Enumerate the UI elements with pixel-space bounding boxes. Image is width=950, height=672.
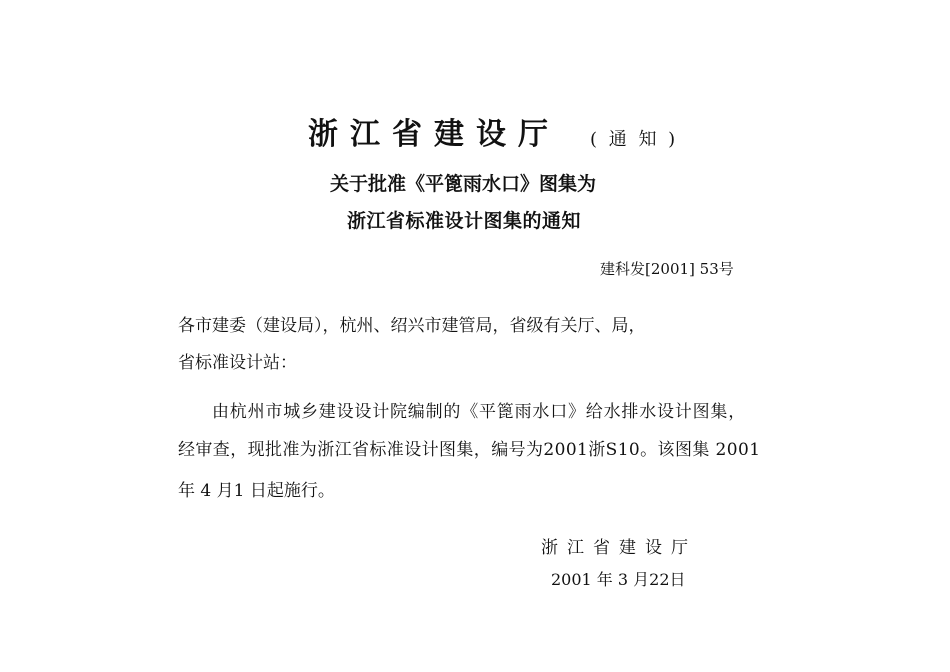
signature-date: 2001 年 3 月22日 [551,570,686,589]
signature-org: 浙江省建设厅 [541,538,697,558]
body-line-3: 年 4 月1 日起施行。 [178,481,335,501]
subject-line-1: 关于批准《平篦雨水口》图集为 [330,173,597,195]
addressee-line-2: 省标准设计站： [178,353,297,373]
document-type: ( 通 知 ) [590,129,679,150]
body-line-2: 经审查，现批准为浙江省标准设计图集，编号为2001浙S10。该图集 2001 [178,440,761,460]
document-number: 建科发[2001] 53号 [600,260,734,278]
addressee-line-1: 各市建委（建设局），杭州、绍兴市建管局，省级有关厅、局， [178,316,646,336]
issuer-title: 浙江省建设厅 [308,117,560,152]
subject-line-2: 浙江省标准设计图集的通知 [347,210,582,232]
body-line-1: 由杭州市城乡建设设计院编制的《平篦雨水口》给水排水设计图集， [212,402,746,422]
